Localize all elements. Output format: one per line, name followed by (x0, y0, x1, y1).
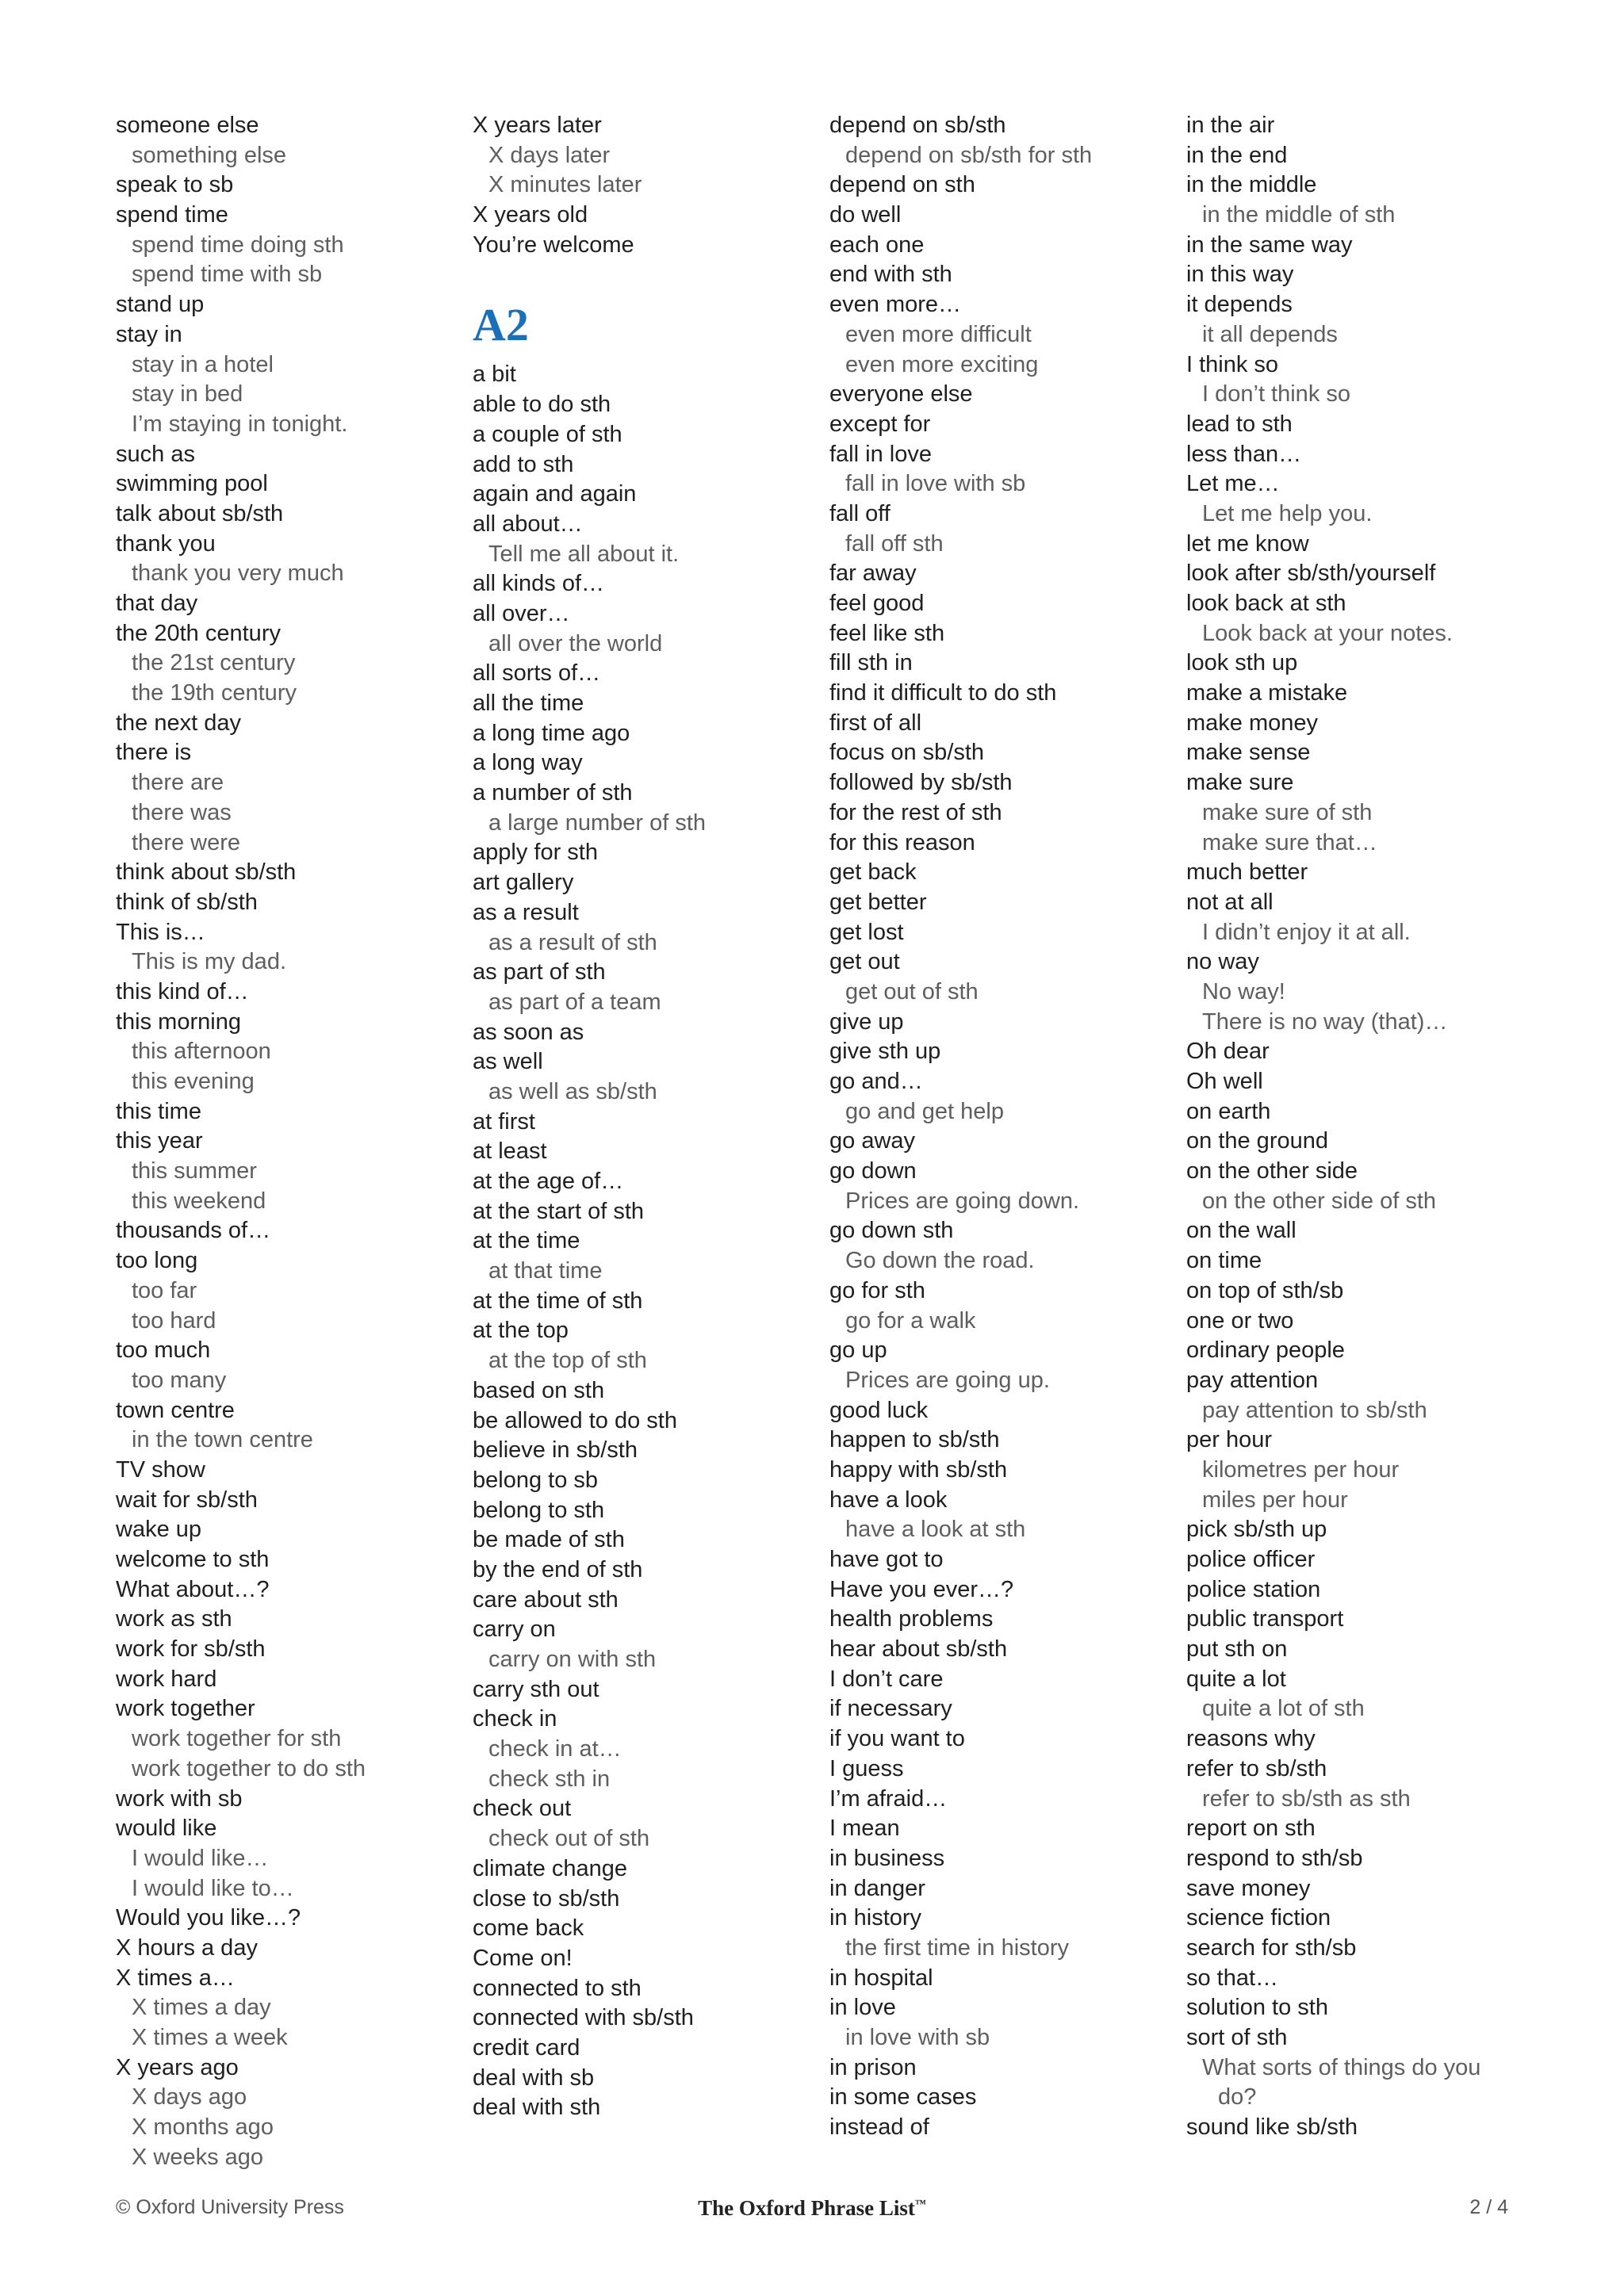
phrase-example: I don’t think so (1202, 381, 1350, 408)
phrase-entry: go down sth (829, 1218, 954, 1244)
phrase-example: stay in a hotel (132, 351, 274, 377)
phrase-entry: if you want to (829, 1726, 965, 1752)
phrase-entry: at first (473, 1108, 535, 1135)
phrase-entry: check out (473, 1796, 572, 1822)
phrase-example: I’m staying in tonight. (132, 411, 348, 437)
phrase-entry: check in (473, 1706, 557, 1732)
phrase-example: the 21st century (132, 650, 296, 676)
phrase-entry: focus on sb/sth (829, 740, 985, 766)
phrase-entry: again and again (473, 481, 637, 507)
phrase-entry: deal with sb (473, 2064, 595, 2091)
phrase-entry: as a result (473, 899, 579, 925)
phrase-entry: police officer (1186, 1547, 1316, 1572)
phrase-entry: at the time (473, 1228, 580, 1254)
phrase-entry: make sense (1186, 740, 1311, 766)
phrase-entry: at the top (473, 1318, 569, 1344)
phrase-example: make sure that… (1202, 829, 1377, 855)
phrase-example: I would like… (132, 1845, 269, 1871)
phrase-entry: credit card (473, 2034, 580, 2061)
phrase-entry: get back (829, 859, 917, 886)
phrase-example: Look back at your notes. (1202, 620, 1453, 646)
phrase-entry: be allowed to do sth (473, 1407, 677, 1433)
phrase-entry: the next day (116, 710, 241, 736)
phrase-example: this weekend (132, 1188, 266, 1214)
phrase-entry: look after sb/sth/yourself (1186, 561, 1436, 587)
phrase-entry: this morning (116, 1008, 241, 1035)
phrase-entry: all over… (473, 600, 570, 626)
phrase-example: X times a week (132, 2025, 288, 2050)
phrase-entry: a long way (473, 750, 583, 776)
phrase-entry: there is (116, 740, 192, 766)
phrase-entry: stand up (116, 292, 205, 318)
phrase-example: work together for sth (132, 1726, 342, 1752)
phrase-example: even more difficult (845, 321, 1032, 347)
phrase-example: This is my dad. (132, 949, 286, 975)
phrase-entry: in the middle (1186, 172, 1317, 198)
phrase-entry: public transport (1186, 1606, 1344, 1632)
column-4 (1186, 111, 1535, 2143)
phrase-entry: fill sth in (829, 650, 913, 676)
phrase-example: a large number of sth (488, 809, 707, 836)
phrase-entry: work hard (116, 1666, 217, 1692)
phrase-entry: at the age of… (473, 1169, 624, 1194)
phrase-example: X days ago (132, 2084, 247, 2110)
phrase-entry: in love (829, 1995, 896, 2021)
phrase-entry: fall off (829, 500, 891, 526)
phrase-entry: search for sth/sb (1186, 1934, 1357, 1961)
level-heading: A2 (473, 299, 529, 351)
column-1 (116, 111, 465, 2172)
phrase-entry: art gallery (473, 870, 574, 896)
phrase-example: as a result of sth (488, 929, 657, 955)
phrase-entry: hear about sb/sth (829, 1636, 1008, 1663)
phrase-entry: police station (1186, 1576, 1321, 1602)
phrase-entry: make a mistake (1186, 680, 1348, 706)
phrase-entry: work as sth (116, 1606, 232, 1632)
phrase-entry: happen to sb/sth (829, 1427, 1000, 1453)
phrase-example: quite a lot of sth (1202, 1696, 1365, 1722)
phrase-example: get out of sth (845, 978, 979, 1004)
phrase-entry: talk about sb/sth (116, 500, 284, 526)
phrase-entry: no way (1186, 949, 1259, 975)
phrase-entry: feel good (829, 591, 925, 616)
phrase-example: Prices are going down. (845, 1188, 1079, 1214)
phrase-example-line: What sorts of things do you (1202, 2054, 1481, 2080)
phrase-example: as well as sb/sth (488, 1078, 657, 1104)
phrase-entry: get better (829, 889, 927, 915)
phrase-entry: connected with sb/sth (473, 2005, 694, 2031)
phrase-example: carry on with sth (488, 1647, 657, 1672)
phrase-entry: in hospital (829, 1965, 933, 1991)
phrase-example: at that time (488, 1258, 603, 1284)
phrase-example: fall off sth (845, 530, 944, 557)
phrase-entry: close to sb/sth (473, 1885, 620, 1911)
phrase-entry: care about sth (473, 1586, 619, 1613)
phrase-entry: the 20th century (116, 620, 281, 646)
phrase-example: all over the world (488, 630, 663, 656)
phrase-example: thank you very much (132, 561, 344, 587)
phrase-entry: all sorts of… (473, 660, 601, 687)
phrase-entry: Oh well (1186, 1069, 1263, 1094)
phrase-entry: a couple of sth (473, 421, 622, 447)
phrase-entry: work for sb/sth (116, 1636, 266, 1663)
phrase-entry: let me know (1186, 530, 1309, 557)
phrase-example: kilometres per hour (1202, 1456, 1400, 1483)
phrase-example: even more exciting (845, 351, 1039, 377)
phrase-entry: X times a… (116, 1965, 235, 1991)
phrase-entry: X hours a day (116, 1934, 258, 1961)
phrase-entry: apply for sth (473, 840, 598, 866)
phrase-entry: believe in sb/sth (473, 1437, 638, 1464)
phrase-entry: Let me… (1186, 471, 1280, 497)
phrase-entry: What about…? (116, 1576, 270, 1602)
phrase-entry: TV show (116, 1456, 205, 1483)
phrase-example: stay in bed (132, 381, 243, 408)
phrase-example: check in at… (488, 1736, 622, 1762)
phrase-entry: connected to sth (473, 1975, 642, 2001)
phrase-entry: look back at sth (1186, 591, 1346, 616)
phrase-example: at the top of sth (488, 1348, 647, 1374)
phrase-entry: go down (829, 1158, 917, 1184)
phrase-entry: this year (116, 1128, 203, 1154)
phrase-example: Prices are going up. (845, 1367, 1050, 1393)
phrase-entry: go away (829, 1128, 916, 1154)
phrase-example (1186, 2053, 1535, 2113)
phrase-entry: fall in love (829, 441, 932, 467)
phrase-entry: too long (116, 1248, 198, 1274)
phrase-entry: except for (829, 411, 931, 437)
phrase-entry: be made of sth (473, 1527, 625, 1553)
phrase-entry: deal with sth (473, 2095, 601, 2121)
phrase-entry: report on sth (1186, 1816, 1316, 1842)
phrase-entry: reasons why (1186, 1726, 1316, 1752)
phrase-example: in love with sb (845, 2025, 990, 2050)
phrase-example: work together to do sth (132, 1755, 366, 1781)
column-3 (829, 111, 1178, 2143)
phrase-entry: would like (116, 1816, 217, 1842)
phrase-entry: such as (116, 441, 195, 467)
phrase-entry: I don’t care (829, 1666, 944, 1692)
phrase-entry: in this way (1186, 262, 1294, 288)
phrase-entry: work with sb (116, 1785, 243, 1812)
phrase-entry: This is… (116, 919, 205, 945)
phrase-entry: in business (829, 1845, 945, 1871)
phrase-entry: speak to sb (116, 172, 234, 198)
phrase-entry: make sure (1186, 770, 1294, 796)
phrase-entry: all about… (473, 511, 583, 537)
phrase-entry: this kind of… (116, 978, 249, 1004)
phrase-entry: in the air (1186, 113, 1275, 138)
phrase-entry: in history (829, 1905, 922, 1931)
phrase-example: in the middle of sth (1202, 202, 1396, 228)
phrase-example: Tell me all about it. (488, 541, 680, 567)
page-number: 2 / 4 (1469, 2196, 1508, 2218)
phrase-entry: in the end (1186, 142, 1288, 168)
phrase-entry: based on sth (473, 1377, 605, 1403)
phrase-entry: depend on sth (829, 172, 975, 198)
phrase-entry: that day (116, 591, 198, 616)
phrase-entry: all the time (473, 691, 584, 716)
phrase-entry: go and… (829, 1069, 923, 1094)
phrase-entry: Oh dear (1186, 1039, 1270, 1065)
phrase-entry: thousands of… (116, 1218, 271, 1244)
phrase-entry: save money (1186, 1875, 1311, 1901)
phrase-entry: end with sth (829, 262, 952, 288)
phrase-example: the 19th century (132, 680, 297, 706)
phrase-entry: You’re welcome (473, 232, 634, 258)
phrase-entry: on time (1186, 1248, 1262, 1274)
phrase-example: the first time in history (845, 1934, 1070, 1961)
phrase-entry: think of sb/sth (116, 889, 258, 915)
phrase-example: too hard (132, 1307, 216, 1334)
phrase-entry: first of all (829, 710, 922, 736)
phrase-entry: work together (116, 1696, 255, 1722)
phrase-entry: in prison (829, 2054, 917, 2080)
phrase-entry: get lost (829, 919, 904, 945)
phrase-example: spend time doing sth (132, 232, 344, 258)
phrase-entry: get out (829, 949, 900, 975)
phrase-entry: sound like sb/sth (1186, 2114, 1358, 2141)
phrase-example: make sure of sth (1202, 799, 1373, 825)
phrase-entry: it depends (1186, 292, 1293, 318)
phrase-example: X minutes later (488, 172, 642, 198)
phrase-entry: on earth (1186, 1098, 1271, 1124)
phrase-entry: far away (829, 561, 917, 587)
phrase-example: on the other side of sth (1202, 1188, 1437, 1214)
phrase-entry: feel like sth (829, 620, 945, 646)
phrase-example: there was (132, 799, 232, 825)
phrase-entry: refer to sb/sth (1186, 1755, 1327, 1781)
phrase-entry: followed by sb/sth (829, 770, 1013, 796)
phrase-entry: give sth up (829, 1039, 941, 1065)
phrase-entry: at the time of sth (473, 1288, 643, 1314)
phrase-example: there were (132, 829, 241, 855)
phrase-entry: wait for sb/sth (116, 1487, 258, 1513)
phrase-example: X times a day (132, 1995, 271, 2021)
document-title (0, 2196, 1624, 2221)
phrase-example: There is no way (that)… (1202, 1008, 1448, 1035)
phrase-entry: carry on (473, 1617, 556, 1643)
phrase-entry: in the same way (1186, 232, 1353, 258)
phrase-example: pay attention to sb/sth (1202, 1397, 1427, 1423)
phrase-entry: welcome to sth (116, 1547, 270, 1572)
phrase-entry: much better (1186, 859, 1308, 886)
phrase-example: refer to sb/sth as sth (1202, 1785, 1411, 1812)
phrase-entry: less than… (1186, 441, 1302, 467)
phrase-entry: carry sth out (473, 1676, 599, 1702)
phrase-entry: look sth up (1186, 650, 1298, 676)
phrase-entry: Would you like…? (116, 1905, 301, 1931)
phrase-example: have a look at sth (845, 1517, 1026, 1543)
phrase-example: X months ago (132, 2114, 274, 2141)
phrase-entry: stay in (116, 321, 182, 347)
phrase-example: Go down the road. (845, 1248, 1035, 1274)
phrase-entry: pay attention (1186, 1367, 1319, 1393)
phrase-entry: put sth on (1186, 1636, 1288, 1663)
phrase-entry: belong to sth (473, 1497, 605, 1523)
phrase-entry: thank you (116, 530, 216, 557)
phrase-entry: all kinds of… (473, 571, 605, 597)
phrase-entry: add to sth (473, 451, 574, 477)
phrase-entry: do well (829, 202, 902, 228)
phrase-entry: a bit (473, 362, 516, 388)
phrase-entry: I think so (1186, 351, 1279, 377)
phrase-entry: this time (116, 1098, 201, 1124)
phrase-entry: each one (829, 232, 925, 258)
phrase-entry: a number of sth (473, 780, 633, 806)
phrase-entry: swimming pool (116, 471, 268, 497)
phrase-entry: in danger (829, 1875, 925, 1901)
phrase-entry: too much (116, 1337, 211, 1364)
phrase-entry: in some cases (829, 2084, 977, 2110)
phrase-example: go for a walk (845, 1307, 976, 1334)
phrase-entry: lead to sth (1186, 411, 1293, 437)
phrase-example: spend time with sb (132, 262, 323, 288)
phrase-example: check sth in (488, 1766, 611, 1792)
phrase-entry: per hour (1186, 1427, 1273, 1453)
phrase-example: as part of a team (488, 989, 661, 1015)
phrase-example-continuation: do? (1218, 2084, 1257, 2110)
phrase-entry: climate change (473, 1855, 628, 1881)
phrase-example: depend on sb/sth for sth (845, 142, 1093, 168)
phrase-entry: respond to sth/sb (1186, 1845, 1363, 1871)
phrase-example: miles per hour (1202, 1487, 1348, 1513)
copyright-notice: © Oxford University Press (116, 2196, 344, 2218)
phrase-entry: I guess (829, 1755, 904, 1781)
phrase-entry: everyone else (829, 381, 973, 408)
phrase-example: too many (132, 1367, 227, 1393)
phrase-entry: X years later (473, 113, 602, 138)
phrase-example: this summer (132, 1158, 257, 1184)
phrase-entry: by the end of sth (473, 1556, 643, 1582)
phrase-entry: not at all (1186, 889, 1274, 915)
phrase-entry: I mean (829, 1816, 900, 1842)
phrase-entry: someone else (116, 113, 259, 138)
phrase-entry: health problems (829, 1606, 994, 1632)
phrase-entry: happy with sb/sth (829, 1456, 1008, 1483)
phrase-entry: as soon as (473, 1019, 584, 1045)
phrase-example: something else (132, 142, 287, 168)
phrase-entry: come back (473, 1915, 584, 1942)
phrase-example: I would like to… (132, 1875, 294, 1901)
phrase-example: too far (132, 1277, 197, 1303)
phrase-entry: solution to sth (1186, 1995, 1328, 2021)
phrase-entry: if necessary (829, 1696, 952, 1722)
phrase-entry: for the rest of sth (829, 799, 1002, 825)
phrase-entry: at least (473, 1138, 547, 1165)
phrase-entry: ordinary people (1186, 1337, 1345, 1364)
phrase-entry: belong to sb (473, 1467, 599, 1493)
phrase-entry: find it difficult to do sth (829, 680, 1057, 706)
phrase-entry: think about sb/sth (116, 859, 297, 886)
phrase-entry: wake up (116, 1517, 202, 1543)
phrase-example: there are (132, 770, 224, 796)
phrase-entry: quite a lot (1186, 1666, 1286, 1692)
phrase-entry: as well (473, 1049, 543, 1075)
phrase-example: X days later (488, 142, 611, 168)
phrase-example: No way! (1202, 978, 1285, 1004)
phrase-entry: give up (829, 1008, 904, 1035)
phrase-entry: as part of sth (473, 959, 606, 985)
phrase-entry: one or two (1186, 1307, 1294, 1334)
phrase-entry: spend time (116, 202, 228, 228)
phrase-entry: pick sb/sth up (1186, 1517, 1327, 1543)
phrase-entry: go up (829, 1337, 887, 1364)
trademark-mark: ™ (914, 2198, 926, 2210)
phrase-entry: on top of sth/sb (1186, 1277, 1344, 1303)
phrase-example: go and get help (845, 1098, 1004, 1124)
phrase-entry: town centre (116, 1397, 235, 1423)
phrase-entry: on the other side (1186, 1158, 1358, 1184)
document-title-text: The Oxford Phrase List (698, 2196, 915, 2220)
phrase-example: X weeks ago (132, 2144, 264, 2170)
phrase-entry: at the start of sth (473, 1198, 644, 1224)
phrase-entry: X years old (473, 202, 588, 228)
phrase-example: I didn’t enjoy it at all. (1202, 919, 1411, 945)
phrase-entry: science fiction (1186, 1905, 1331, 1931)
phrase-example: fall in love with sb (845, 471, 1026, 497)
phrase-entry: have got to (829, 1547, 944, 1572)
phrase-entry: go for sth (829, 1277, 925, 1303)
phrase-entry: on the ground (1186, 1128, 1328, 1154)
phrase-example: check out of sth (488, 1826, 650, 1852)
phrase-entry: I’m afraid… (829, 1785, 948, 1812)
phrase-entry: able to do sth (473, 392, 611, 418)
phrase-entry: depend on sb/sth (829, 113, 1006, 138)
phrase-entry: for this reason (829, 829, 975, 855)
phrase-entry: a long time ago (473, 720, 630, 746)
phrase-entry: instead of (829, 2114, 929, 2141)
column-2 (473, 111, 822, 2123)
phrase-entry: X years ago (116, 2054, 239, 2080)
phrase-example: it all depends (1202, 321, 1338, 347)
phrase-entry: even more… (829, 292, 962, 318)
phrase-example: this evening (132, 1069, 255, 1094)
phrase-entry: Come on! (473, 1945, 573, 1971)
phrase-example: in the town centre (132, 1427, 313, 1453)
phrase-entry: have a look (829, 1487, 948, 1513)
phrase-entry: Have you ever…? (829, 1576, 1014, 1602)
phrase-example: Let me help you. (1202, 500, 1373, 526)
phrase-entry: so that… (1186, 1965, 1279, 1991)
phrase-example: this afternoon (132, 1039, 271, 1065)
phrase-entry: on the wall (1186, 1218, 1297, 1244)
phrase-entry: sort of sth (1186, 2025, 1288, 2050)
phrase-entry: good luck (829, 1397, 929, 1423)
phrase-entry: make money (1186, 710, 1319, 736)
